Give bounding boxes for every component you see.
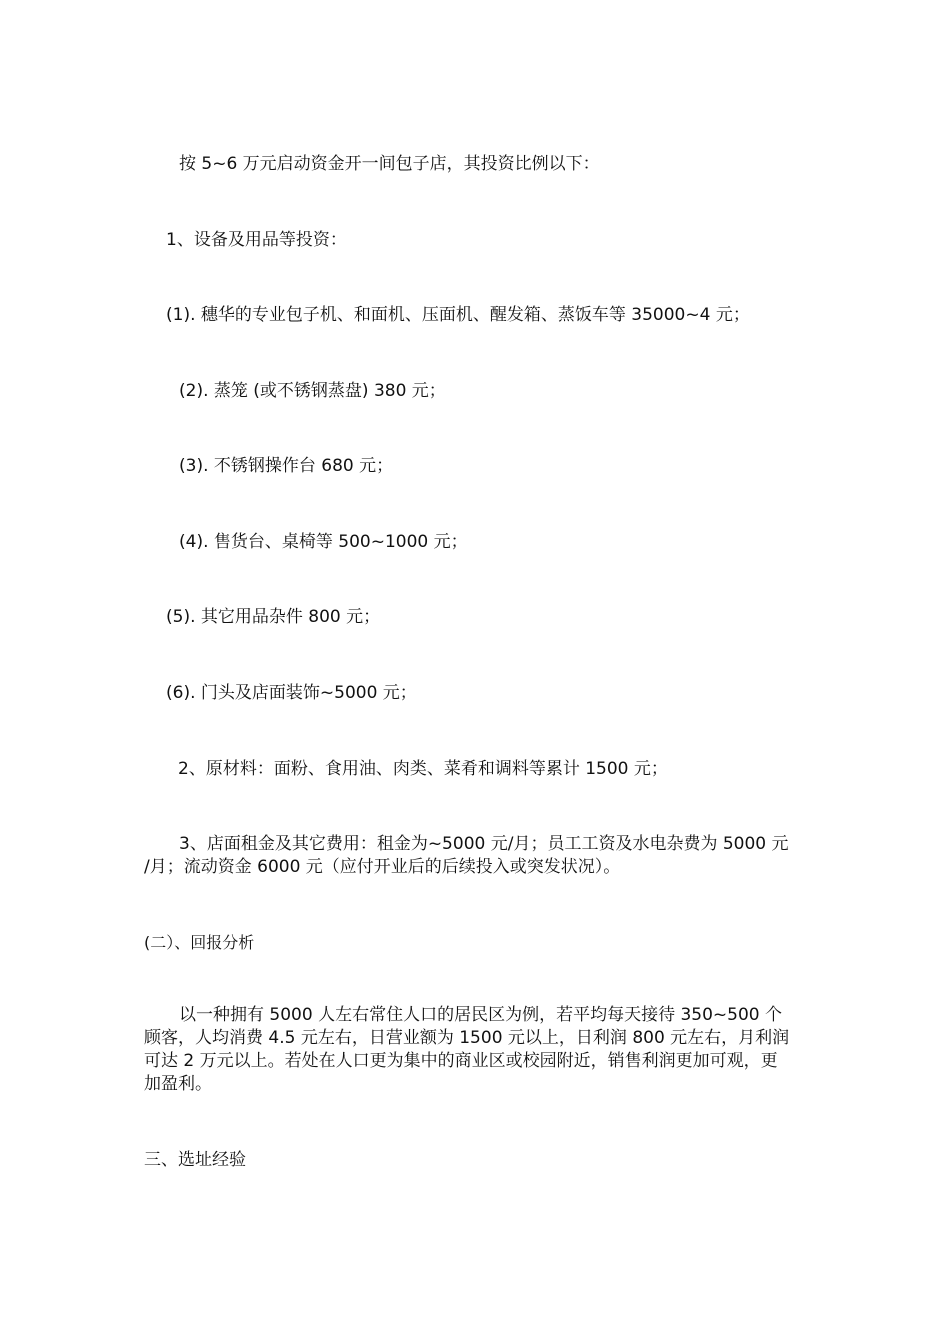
paragraph-line: 以一种拥有 5000 人左右常住人口的居民区为例，若平均每天接待 350~500 个 [179,1005,783,1025]
intro-text: 按 5~6 万元启动资金开一间包子店，其投资比例以下： [179,154,600,174]
list-item: (6). 门头及店面装饰~5000 元； [166,683,417,703]
paragraph-line: 3、店面租金及其它费用：租金为~5000 元/月；员工工资及水电杂费为 5000 元 [179,834,789,854]
heading-return-analysis: (二）、回报分析 [144,933,255,952]
list-item: (4). 售货台、桌椅等 500~1000 元； [179,532,468,552]
list-item: (2). 蒸笼 (或不锈钢蒸盘) 380 元； [179,381,446,401]
paragraph-line: 加盈利。 [144,1074,212,1094]
heading-site-selection: 三、选址经验 [144,1150,246,1170]
section2-text: 2、原材料：面粉、食用油、肉类、菜肴和调料等累计 1500 元； [178,759,668,779]
paragraph-line: 可达 2 万元以上。若处在人口更为集中的商业区或校园附近，销售利润更加可观，更 [144,1051,778,1071]
list-item: (5). 其它用品杂件 800 元； [166,607,381,627]
return-paragraph [144,1004,809,1096]
paragraph-line: /月；流动资金 6000 元（应付开业后的后续投入或突发状况）。 [144,857,621,877]
paragraph-line: 顾客，人均消费 4.5 元左右，日营业额为 1500 元以上，日利润 800 元左右，月利润 [144,1028,790,1048]
section3-paragraph [144,833,809,879]
list-item: (1). 穗华的专业包子机、和面机、压面机、醒发箱、蒸饭车等 35000~4 元； [166,305,750,325]
section1-title: 1、设备及用品等投资： [166,230,347,250]
list-item: (3). 不锈钢操作台 680 元； [179,456,394,476]
